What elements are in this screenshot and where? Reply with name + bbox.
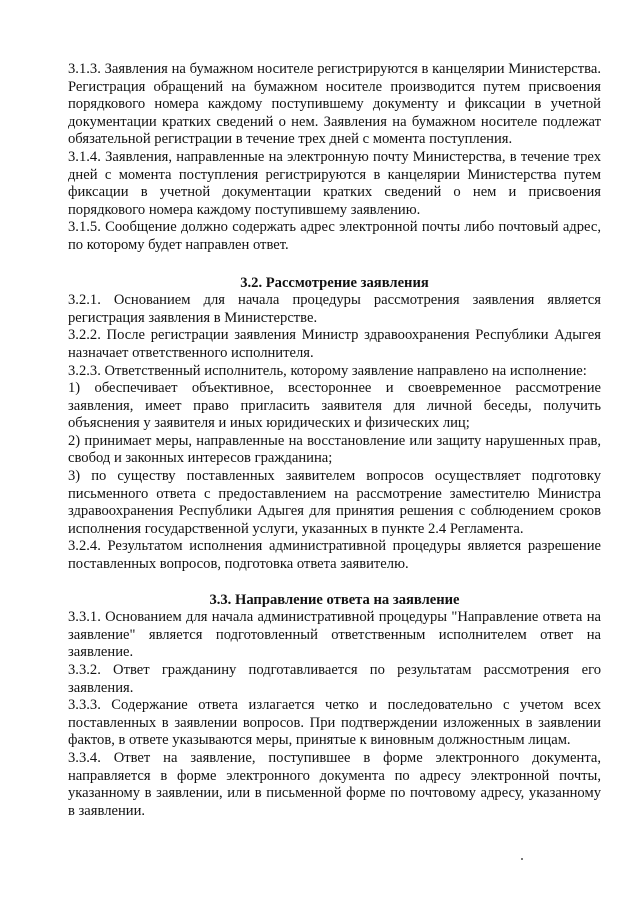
list-item-1: 1) обеспечивает объективное, всестороннее и своевременное рассмотрение заявления, имеет право пригласить заявителя для личной беседы, получить объяснения у заявителя и иных юридических и физических лиц; xyxy=(68,380,601,432)
paragraph-3-2-2: 3.2.2. После регистрации заявления Министр здравоохранения Республики Адыгея назначает ответственного исполнителя. xyxy=(68,327,601,361)
scan-speck xyxy=(521,858,523,860)
list-item-3: 3) по существу поставленных заявителем вопросов осуществляет подготовку письменного ответа с предоставлением на рассмотрение заместителю Министра здравоохранения Республики Адыгея для принятия решения с соблюдением сроков исполнения государственной услуги, указанных в пункте 2.4 Регламента. xyxy=(68,468,601,537)
paragraph-3-3-4: 3.3.4. Ответ на заявление, поступившее в форме электронного документа, направляется в форме электронного документа по адресу электронной почты, указанному в заявлении, или в письменной форме по почтовому адресу, указанному в заявлении. xyxy=(68,749,601,819)
paragraph-3-2-1: 3.2.1. Основанием для начала процедуры рассмотрения заявления является регистрация заявления в Министерстве. xyxy=(68,292,601,326)
paragraph-3-2-3: 3.2.3. Ответственный исполнитель, которому заявление направлено на исполнение: xyxy=(68,362,587,379)
paragraph-3-1-5: 3.1.5. Сообщение должно содержать адрес электронной почты либо почтовый адрес, по которому будет направлен ответ. xyxy=(68,219,601,253)
paragraph-3-3-2: 3.3.2. Ответ гражданину подготавливается по результатам рассмотрения его заявления. xyxy=(68,662,601,696)
paragraph-3-3-3: 3.3.3. Содержание ответа излагается четко и последовательно с учетом всех поставленных в заявлении вопросов. При подтверждении изложенных в заявлении фактов, в ответе указываются меры, принятые к виновным должностным лицам. xyxy=(68,697,601,749)
document-page xyxy=(68,61,601,820)
paragraph-3-3-1: 3.3.1. Основанием для начала административной процедуры "Направление ответа на заявление" является подготовленный ответственным исполнителем ответ на заявление. xyxy=(68,609,601,661)
heading-3-2: 3.2. Рассмотрение заявления xyxy=(240,274,429,291)
list-item-2: 2) принимает меры, направленные на восстановление или защиту нарушенных прав, свобод и законных интересов гражданина; xyxy=(68,432,601,467)
paragraph-3-1-3: 3.1.3. Заявления на бумажном носителе регистрируются в канцелярии Министерства. Регистрация обращений на бумажном носителе производится путем присвоения порядкового номера каждому поступившему документу и фиксации в учетной документации кратких сведений о нем. Заявления на бумажном носителе подлежат обязательной регистрации в течение трех дней с момента поступления. xyxy=(68,61,601,148)
heading-3-3: 3.3. Направление ответа на заявление xyxy=(209,591,460,608)
paragraph-3-2-4: 3.2.4. Результатом исполнения административной процедуры является разрешение поставленных вопросов, подготовка ответа заявителю. xyxy=(68,538,601,573)
paragraph-3-1-4: 3.1.4. Заявления, направленные на электронную почту Министерства, в течение трех дней с момента поступления регистрируются в канцелярии Министерства путем фиксации в учетной документации кратких сведений о нем и присвоения порядкового номера каждому поступившему заявлению. xyxy=(68,148,601,218)
